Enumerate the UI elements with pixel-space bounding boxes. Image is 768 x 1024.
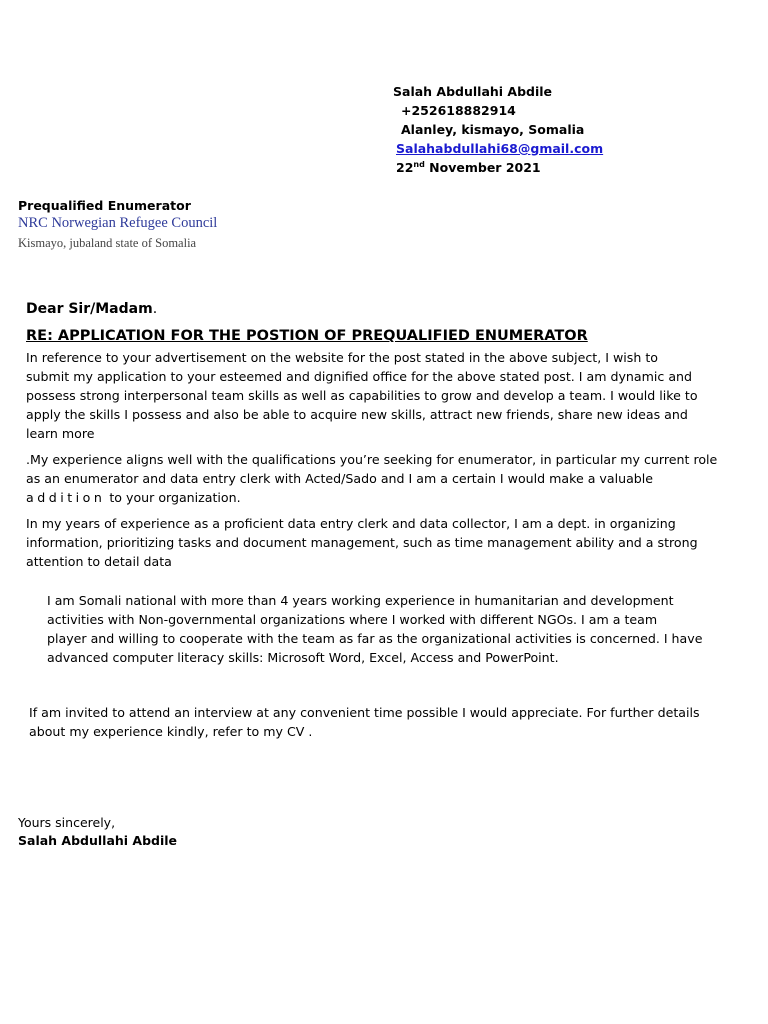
sender-email-link[interactable]: Salahabdullahi68@gmail.com	[396, 141, 604, 156]
salutation-text: Dear Sir/Madam	[26, 301, 153, 317]
recipient-organization: NRC Norwegian Refugee Council	[18, 215, 218, 231]
paragraph-line: information, prioritizing tasks and document management, such as time management ability and a strong	[26, 535, 698, 550]
paragraph-experience	[26, 450, 717, 507]
paragraph-line: player and willing to cooperate with the team as far as the organizational activities is concerned. I have	[47, 631, 703, 646]
paragraph-line: as an enumerator and data entry clerk with Acted/Sado and I am a certain I would make a valuable	[26, 471, 654, 486]
paragraph-line: learn more	[26, 426, 95, 441]
paragraph-line: I am Somali national with more than 4 years working experience in humanitarian and development	[47, 593, 674, 608]
paragraph-line: possess strong interpersonal team skills as well as capabilities to grow and develop a team. I would like to	[26, 388, 698, 403]
closing: Yours sincerely,	[18, 815, 116, 830]
salutation-punct: .	[152, 301, 158, 317]
paragraph-line: activities with Non-governmental organizations where I worked with different NGOs. I am a team	[47, 612, 658, 627]
sender-email-line	[396, 141, 603, 156]
paragraph-line: attention to detail data	[26, 554, 172, 569]
paragraph-intro	[26, 348, 698, 443]
sender-phone: +252618882914	[401, 103, 516, 118]
sender-name: Salah Abdullahi Abdile	[393, 84, 553, 99]
spaced-word: addition	[26, 490, 106, 505]
date-day: 22	[396, 160, 414, 175]
salutation	[26, 301, 157, 317]
signature-name: Salah Abdullahi Abdile	[18, 833, 178, 848]
paragraph-skills	[26, 514, 698, 571]
paragraph-line: advanced computer literacy skills: Microsoft Word, Excel, Access and PowerPoint.	[47, 650, 559, 665]
sender-date	[396, 160, 541, 175]
paragraph-line: In my years of experience as a proficient data entry clerk and data collector, I am a dept. in organizing	[26, 516, 676, 531]
paragraph-line: .My experience aligns well with the qualifications you’re seeking for enumerator, in particular my current role	[26, 452, 718, 467]
date-rest: November 2021	[424, 160, 541, 175]
subject-line: RE: APPLICATION FOR THE POSTION OF PREQUALIFIED ENUMERATOR	[26, 328, 588, 344]
paragraph-line: about my experience kindly, refer to my CV .	[29, 724, 313, 739]
paragraph-background	[47, 591, 702, 667]
paragraph-line: If am invited to attend an interview at any convenient time possible I would appreciate. For further details	[29, 705, 700, 720]
paragraph-line: apply the skills I possess and also be able to acquire new skills, attract new friends, share new ideas and	[26, 407, 688, 422]
paragraph-line	[26, 488, 717, 507]
paragraph-invitation	[29, 703, 700, 741]
recipient-title: Prequalified Enumerator	[18, 198, 191, 213]
date-suffix: nd	[413, 159, 425, 169]
recipient-location: Kismayo, jubaland state of Somalia	[18, 236, 197, 250]
sender-address: Alanley, kismayo, Somalia	[401, 122, 585, 137]
line-tail: to your organization.	[105, 490, 241, 505]
paragraph-line: In reference to your advertisement on the website for the post stated in the above subject, I wish to	[26, 350, 658, 365]
paragraph-line: submit my application to your esteemed and dignified office for the above stated post. I am dynamic and	[26, 369, 693, 384]
